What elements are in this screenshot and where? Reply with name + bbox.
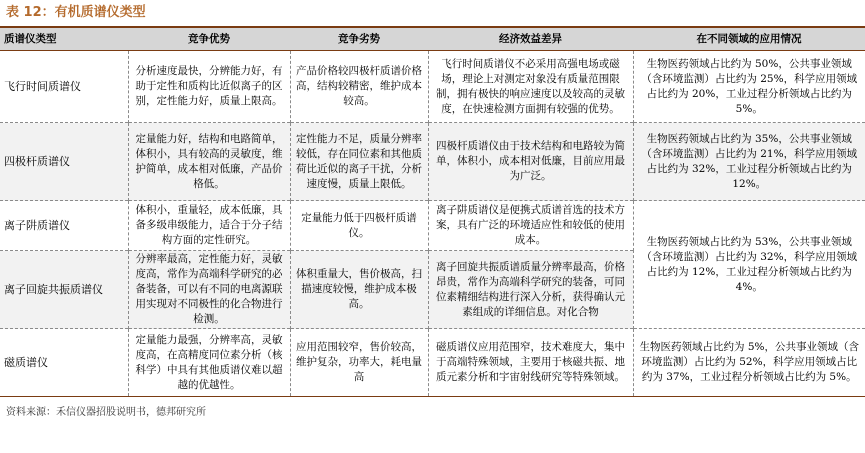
row-application: 生物医药领域占比约为 35%，公共事业领域（含环境监测）占比约为 21%，科学应用领域占比约为 32%，工业过程分析领域占比约为 12%。 [633, 123, 865, 201]
header-disadvantage: 竞争劣势 [290, 28, 428, 51]
row-type: 离子回旋共振质谱仪 [4, 283, 103, 296]
table-row [0, 51, 865, 123]
row-disadvantage: 体积重量大，售价极高，扫描速度较慢，维护成本极高。 [290, 251, 428, 329]
table-row [0, 201, 865, 251]
spectrometer-table [0, 28, 865, 397]
table-title: 表 12：有机质谱仪类型 [0, 0, 865, 28]
source-note: 资料来源：禾信仪器招股说明书，德邦研究所 [6, 407, 206, 418]
header-application: 在不同领域的应用情况 [633, 28, 865, 51]
row-economic: 飞行时间质谱仪不必采用高强电场或磁场，理论上对测定对象没有质量范围限制，拥有极快的响应速度以及较高的灵敏度，在快速检测方面拥有较强的优势。 [428, 51, 633, 123]
row-disadvantage: 定量能力低于四极杆质谱仪。 [290, 201, 428, 251]
row-application: 生物医药领域占比约为 53%，公共事业领域（含环境监测）占比约为 32%，科学应用领域占比约为 12%，工业过程分析领域占比约为 4%。 [633, 201, 865, 329]
row-advantage: 分析速度最快，分辨能力好，有助于定性和质构比近似离子的区别，定性能力好，质量上限高。 [128, 51, 290, 123]
table-row [0, 329, 865, 397]
header-type: 质谱仪类型 [0, 28, 128, 51]
row-advantage: 体积小，重量轻，成本低廉，具备多级串级能力，适合于分子结构方面的定性研究。 [128, 201, 290, 251]
row-disadvantage: 产品价格较四极杆质谱价格高，结构较精密，维护成本较高。 [290, 51, 428, 123]
row-economic: 四极杆质谱仪由于技术结构和电路较为简单，体积小，成本相对低廉，目前应用最为广泛。 [428, 123, 633, 201]
table-header-row [0, 28, 865, 51]
row-application: 生物医药领域占比约为 5%，公共事业领域（含环境监测）占比约为 52%，科学应用领域占比约为 37%，工业过程分析领域占比约为 5%。 [633, 329, 865, 397]
row-type: 磁质谱仪 [4, 356, 48, 369]
row-advantage: 定量能力最强，分辨率高，灵敏度高，在高精度同位素分析（核科学）中具有其他质谱仪难以超越的优越性。 [128, 329, 290, 397]
row-economic: 离子阱质谱仪是便携式质谱首选的技术方案，具有广泛的环境适应性和较低的使用成本。 [428, 201, 633, 251]
row-type: 离子阱质谱仪 [4, 219, 70, 232]
row-type: 飞行时间质谱仪 [4, 80, 81, 93]
row-advantage: 定量能力好，结构和电路简单，体积小，具有较高的灵敏度，维护简单，成本相对低廉，产品价格低。 [128, 123, 290, 201]
row-type: 四极杆质谱仪 [4, 155, 70, 168]
header-advantage: 竞争优势 [128, 28, 290, 51]
table-row [0, 123, 865, 201]
row-disadvantage: 定性能力不足，质量分辨率较低，存在同位素和其他质荷比近似的离子干扰，分析速度慢，质量上限低。 [290, 123, 428, 201]
row-application: 生物医药领域占比约为 50%，公共事业领域（含环境监测）占比约为 25%，科学应用领域占比约为 20%，工业过程分析领域占比约为 5%。 [633, 51, 865, 123]
row-disadvantage: 应用范围较窄，售价较高，维护复杂，功率大，耗电量高 [290, 329, 428, 397]
header-economic: 经济效益差异 [428, 28, 633, 51]
row-economic: 离子回旋共振质谱质量分辨率最高，价格昂贵，常作为高端科学研究的装备，可同位素精细结构进行深入分析，获得确认元素组成的详细信息。对化合物 [428, 251, 633, 329]
row-economic: 磁质谱仪应用范围窄，技术难度大，集中于高端特殊领域，主要用于核磁共振、地质元素分析和宇宙射线研究等特殊领域。 [428, 329, 633, 397]
row-advantage: 分辨率最高，定性能力好，灵敏度高，常作为高端科学研究的必备装备，可以有不同的电离源联用实现对不同极性的化合物进行检测。 [128, 251, 290, 329]
